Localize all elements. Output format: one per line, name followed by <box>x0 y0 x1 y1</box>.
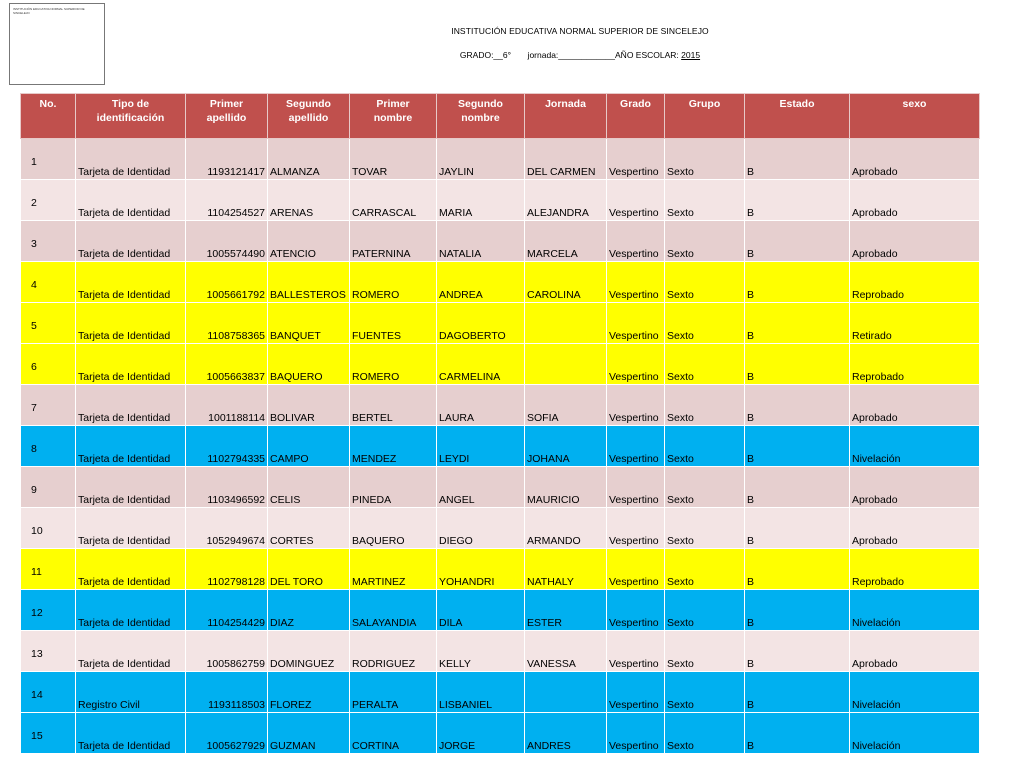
col-header-primer-nombre: Primer nombre <box>350 94 437 139</box>
col-header-sexo: sexo <box>850 94 980 139</box>
no-cell: 8 <box>21 426 76 467</box>
segundo-apellido-cell: SALAYANDIA <box>350 590 437 631</box>
table-row <box>21 631 980 672</box>
id-cell: 1005627929 <box>186 713 268 754</box>
table-header-row <box>21 94 980 139</box>
segundo-apellido-cell: PINEDA <box>350 467 437 508</box>
jornada-cell: Vespertino <box>607 590 665 631</box>
jornada-cell: Vespertino <box>607 631 665 672</box>
jornada-cell: Vespertino <box>607 426 665 467</box>
grupo-cell: B <box>745 139 850 180</box>
estado-cell: Aprobado <box>850 508 980 549</box>
segundo-apellido-cell: PERALTA <box>350 672 437 713</box>
no-cell: 5 <box>21 303 76 344</box>
segundo-apellido-cell: MENDEZ <box>350 426 437 467</box>
table-row <box>21 139 980 180</box>
no-cell: 15 <box>21 713 76 754</box>
id-cell: 1108758365 <box>186 303 268 344</box>
segundo-apellido-cell: RODRIGUEZ <box>350 631 437 672</box>
document-subtitle <box>380 50 780 60</box>
grupo-cell: B <box>745 426 850 467</box>
table-row <box>21 221 980 262</box>
tipo-cell: Tarjeta de Identidad <box>76 508 186 549</box>
estado-cell: Aprobado <box>850 467 980 508</box>
segundo-apellido-cell: PATERNINA <box>350 221 437 262</box>
primer-apellido-cell: ARENAS <box>268 180 350 221</box>
grupo-cell: B <box>745 303 850 344</box>
segundo-nombre-cell: NATHALY <box>525 549 607 590</box>
estado-cell: Aprobado <box>850 221 980 262</box>
primer-apellido-cell: CORTES <box>268 508 350 549</box>
grado-cell: Sexto <box>665 631 745 672</box>
segundo-nombre-cell <box>525 672 607 713</box>
tipo-cell: Tarjeta de Identidad <box>76 262 186 303</box>
jornada-cell: Vespertino <box>607 221 665 262</box>
segundo-nombre-cell: CAROLINA <box>525 262 607 303</box>
col-header-grado: Grado <box>607 94 665 139</box>
table-row <box>21 303 980 344</box>
primer-nombre-cell: LAURA <box>437 385 525 426</box>
grupo-cell: B <box>745 549 850 590</box>
jornada-cell: Vespertino <box>607 549 665 590</box>
segundo-apellido-cell: BAQUERO <box>350 508 437 549</box>
segundo-apellido-cell: CARRASCAL <box>350 180 437 221</box>
table-row <box>21 344 980 385</box>
tipo-cell: Registro Civil <box>76 672 186 713</box>
grado-cell: Sexto <box>665 590 745 631</box>
col-header-estado: Estado <box>745 94 850 139</box>
grado-cell: Sexto <box>665 672 745 713</box>
segundo-nombre-cell <box>525 344 607 385</box>
segundo-apellido-cell: ROMERO <box>350 262 437 303</box>
table-row <box>21 713 980 754</box>
primer-apellido-cell: GUZMAN <box>268 713 350 754</box>
estado-cell: Retirado <box>850 303 980 344</box>
grupo-cell: B <box>745 180 850 221</box>
no-cell: 6 <box>21 344 76 385</box>
no-cell: 12 <box>21 590 76 631</box>
jornada-label: jornada:____________AÑO ESCOLAR: <box>527 50 679 60</box>
grado-cell: Sexto <box>665 262 745 303</box>
no-cell: 1 <box>21 139 76 180</box>
grado-cell: Sexto <box>665 426 745 467</box>
segundo-nombre-cell: MAURICIO <box>525 467 607 508</box>
segundo-apellido-cell: MARTINEZ <box>350 549 437 590</box>
id-cell: 1005862759 <box>186 631 268 672</box>
id-cell: 1193121417 <box>186 139 268 180</box>
grado-cell: Sexto <box>665 549 745 590</box>
primer-apellido-cell: ATENCIO <box>268 221 350 262</box>
segundo-nombre-cell: MARCELA <box>525 221 607 262</box>
segundo-nombre-cell: ESTER <box>525 590 607 631</box>
primer-nombre-cell: JORGE <box>437 713 525 754</box>
segundo-nombre-cell: SOFIA <box>525 385 607 426</box>
col-header-no: No. <box>21 94 76 139</box>
no-cell: 9 <box>21 467 76 508</box>
primer-nombre-cell: ANGEL <box>437 467 525 508</box>
tipo-cell: Tarjeta de Identidad <box>76 180 186 221</box>
document-title: INSTITUCIÓN EDUCATIVA NORMAL SUPERIOR DE SINCELEJO <box>451 26 709 36</box>
tipo-cell: Tarjeta de Identidad <box>76 139 186 180</box>
id-cell: 1052949674 <box>186 508 268 549</box>
grupo-cell: B <box>745 467 850 508</box>
no-cell: 10 <box>21 508 76 549</box>
grado-cell: Sexto <box>665 139 745 180</box>
col-header-primer-apellido: Primer apellido <box>186 94 268 139</box>
grupo-cell: B <box>745 631 850 672</box>
table-row <box>21 672 980 713</box>
tipo-cell: Tarjeta de Identidad <box>76 221 186 262</box>
segundo-apellido-cell: BERTEL <box>350 385 437 426</box>
primer-apellido-cell: BOLIVAR <box>268 385 350 426</box>
primer-apellido-cell: FLOREZ <box>268 672 350 713</box>
primer-nombre-cell: DAGOBERTO <box>437 303 525 344</box>
primer-apellido-cell: ALMANZA <box>268 139 350 180</box>
grado-cell: Sexto <box>665 221 745 262</box>
segundo-apellido-cell: TOVAR <box>350 139 437 180</box>
segundo-nombre-cell: ALEJANDRA <box>525 180 607 221</box>
jornada-cell: Vespertino <box>607 344 665 385</box>
tipo-cell: Tarjeta de Identidad <box>76 385 186 426</box>
tipo-cell: Tarjeta de Identidad <box>76 467 186 508</box>
primer-nombre-cell: YOHANDRI <box>437 549 525 590</box>
id-cell: 1104254527 <box>186 180 268 221</box>
col-header-segundo-apellido: Segundo apellido <box>268 94 350 139</box>
no-cell: 7 <box>21 385 76 426</box>
table-row <box>21 426 980 467</box>
primer-nombre-cell: DIEGO <box>437 508 525 549</box>
id-cell: 1102794335 <box>186 426 268 467</box>
primer-apellido-cell: DIAZ <box>268 590 350 631</box>
logo-tiny-text: INSTITUCIÓN EDUCATIVA NORMAL SUPERIOR DE SINCELEJO <box>13 7 85 15</box>
segundo-nombre-cell: ARMANDO <box>525 508 607 549</box>
table-row <box>21 549 980 590</box>
jornada-cell: Vespertino <box>607 508 665 549</box>
col-header-tipo: Tipo de identificación <box>76 94 186 139</box>
table-row <box>21 467 980 508</box>
id-cell: 1102798128 <box>186 549 268 590</box>
primer-nombre-cell: JAYLIN <box>437 139 525 180</box>
tipo-cell: Tarjeta de Identidad <box>76 549 186 590</box>
table-body <box>21 139 980 754</box>
grupo-cell: B <box>745 344 850 385</box>
primer-nombre-cell: CARMELINA <box>437 344 525 385</box>
tipo-cell: Tarjeta de Identidad <box>76 344 186 385</box>
primer-nombre-cell: LEYDI <box>437 426 525 467</box>
tipo-cell: Tarjeta de Identidad <box>76 713 186 754</box>
logo-box <box>9 3 105 85</box>
grado-cell: Sexto <box>665 385 745 426</box>
primer-apellido-cell: BAQUERO <box>268 344 350 385</box>
grupo-cell: B <box>745 508 850 549</box>
id-cell: 1103496592 <box>186 467 268 508</box>
estado-cell: Reprobado <box>850 344 980 385</box>
jornada-cell: Vespertino <box>607 303 665 344</box>
no-cell: 11 <box>21 549 76 590</box>
col-header-segundo-nombre: Segundo nombre <box>437 94 525 139</box>
primer-apellido-cell: CAMPO <box>268 426 350 467</box>
table-row <box>21 590 980 631</box>
tipo-cell: Tarjeta de Identidad <box>76 590 186 631</box>
jornada-cell: Vespertino <box>607 180 665 221</box>
jornada-cell: Vespertino <box>607 139 665 180</box>
segundo-nombre-cell: JOHANA <box>525 426 607 467</box>
segundo-nombre-cell <box>525 303 607 344</box>
grado-cell: Sexto <box>665 508 745 549</box>
grado-cell: Sexto <box>665 344 745 385</box>
jornada-cell: Vespertino <box>607 713 665 754</box>
jornada-cell: Vespertino <box>607 385 665 426</box>
grupo-cell: B <box>745 672 850 713</box>
no-cell: 4 <box>21 262 76 303</box>
segundo-nombre-cell: DEL CARMEN <box>525 139 607 180</box>
primer-nombre-cell: MARIA <box>437 180 525 221</box>
col-header-grupo: Grupo <box>665 94 745 139</box>
id-cell: 1005574490 <box>186 221 268 262</box>
segundo-nombre-cell: ANDRES <box>525 713 607 754</box>
segundo-apellido-cell: CORTINA <box>350 713 437 754</box>
id-cell: 1001188114 <box>186 385 268 426</box>
estado-cell: Aprobado <box>850 631 980 672</box>
grado-label: GRADO:__6° <box>459 50 512 60</box>
table-row <box>21 180 980 221</box>
tipo-cell: Tarjeta de Identidad <box>76 631 186 672</box>
tipo-cell: Tarjeta de Identidad <box>76 426 186 467</box>
table-row <box>21 262 980 303</box>
estado-cell: Nivelación <box>850 672 980 713</box>
no-cell: 13 <box>21 631 76 672</box>
id-cell: 1193118503 <box>186 672 268 713</box>
primer-nombre-cell: KELLY <box>437 631 525 672</box>
estado-cell: Reprobado <box>850 262 980 303</box>
table-row <box>21 508 980 549</box>
grado-cell: Sexto <box>665 180 745 221</box>
no-cell: 3 <box>21 221 76 262</box>
students-table <box>20 93 980 754</box>
segundo-nombre-cell: VANESSA <box>525 631 607 672</box>
primer-apellido-cell: DOMINGUEZ <box>268 631 350 672</box>
grado-cell: Sexto <box>665 467 745 508</box>
estado-cell: Nivelación <box>850 426 980 467</box>
primer-nombre-cell: ANDREA <box>437 262 525 303</box>
estado-cell: Nivelación <box>850 713 980 754</box>
grupo-cell: B <box>745 262 850 303</box>
grupo-cell: B <box>745 221 850 262</box>
jornada-cell: Vespertino <box>607 672 665 713</box>
primer-apellido-cell: DEL TORO <box>268 549 350 590</box>
id-cell: 1005663837 <box>186 344 268 385</box>
tipo-cell: Tarjeta de Identidad <box>76 303 186 344</box>
estado-cell: Aprobado <box>850 180 980 221</box>
primer-apellido-cell: BALLESTEROS <box>268 262 350 303</box>
grupo-cell: B <box>745 385 850 426</box>
table-row <box>21 385 980 426</box>
grado-cell: Sexto <box>665 303 745 344</box>
primer-nombre-cell: LISBANIEL <box>437 672 525 713</box>
segundo-apellido-cell: FUENTES <box>350 303 437 344</box>
col-header-jornada: Jornada <box>525 94 607 139</box>
primer-nombre-cell: DILA <box>437 590 525 631</box>
jornada-cell: Vespertino <box>607 467 665 508</box>
id-cell: 1104254429 <box>186 590 268 631</box>
segundo-apellido-cell: ROMERO <box>350 344 437 385</box>
primer-apellido-cell: CELIS <box>268 467 350 508</box>
estado-cell: Reprobado <box>850 549 980 590</box>
estado-cell: Aprobado <box>850 139 980 180</box>
no-cell: 14 <box>21 672 76 713</box>
no-cell: 2 <box>21 180 76 221</box>
school-year: 2015 <box>681 50 701 60</box>
id-cell: 1005661792 <box>186 262 268 303</box>
jornada-cell: Vespertino <box>607 262 665 303</box>
primer-nombre-cell: NATALIA <box>437 221 525 262</box>
estado-cell: Nivelación <box>850 590 980 631</box>
estado-cell: Aprobado <box>850 385 980 426</box>
grupo-cell: B <box>745 590 850 631</box>
primer-apellido-cell: BANQUET <box>268 303 350 344</box>
grado-cell: Sexto <box>665 713 745 754</box>
grupo-cell: B <box>745 713 850 754</box>
